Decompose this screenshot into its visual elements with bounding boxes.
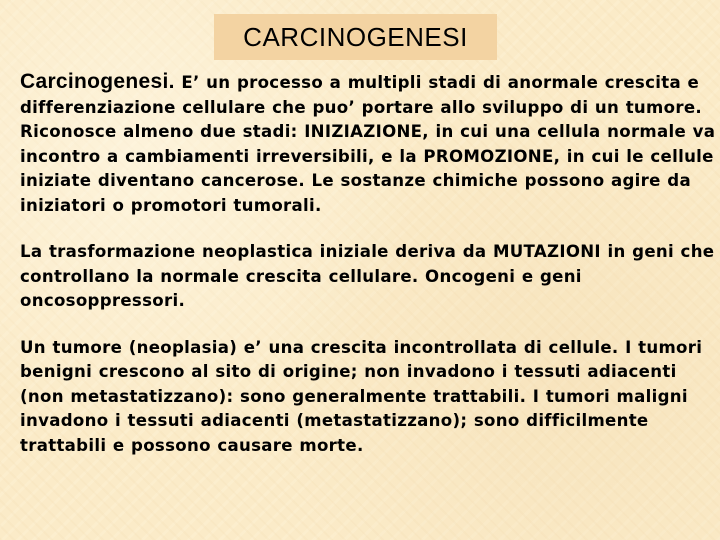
paragraph-text: Un tumore (neoplasia) e’ una crescita incontrollata di cellule. I tumori benigni crescono al sito di origine; non invadono i tessuti adiacenti (non metastatizzano): sono generalmente trattabili. I tumori maligni invadono i tessuti adiacenti (metastatizzano); sono difficilmente trattabili e possono causare morte. (20, 337, 703, 455)
paragraph-text: La trasformazione neoplastica iniziale deriva da MUTAZIONI in geni che controllano la normale crescita cellulare. Oncogeni e geni oncosoppressori. (20, 242, 715, 310)
paragraph-tumor-types (20, 336, 716, 459)
paragraph-transformation (20, 240, 716, 314)
paragraph-lead-term: Carcinogenesi. (20, 70, 175, 93)
paragraph-text: E’ un processo a multipli stadi di anormale crescita e differenziazione cellulare che puo’ portare allo sviluppo di un tumore. Riconosce almeno due stadi: INIZIAZIONE, in cui una cellula normale va incontro a cambiamenti irreversibili, e la PROMOZIONE, in cui le cellule iniziate diventano cancerose. Le sostanze chimiche possono agire da iniziatori o promotori tumorali. (20, 73, 716, 215)
slide-title: CARCINOGENESI (214, 14, 497, 60)
slide-body (20, 70, 716, 458)
paragraph-definition (20, 70, 716, 218)
